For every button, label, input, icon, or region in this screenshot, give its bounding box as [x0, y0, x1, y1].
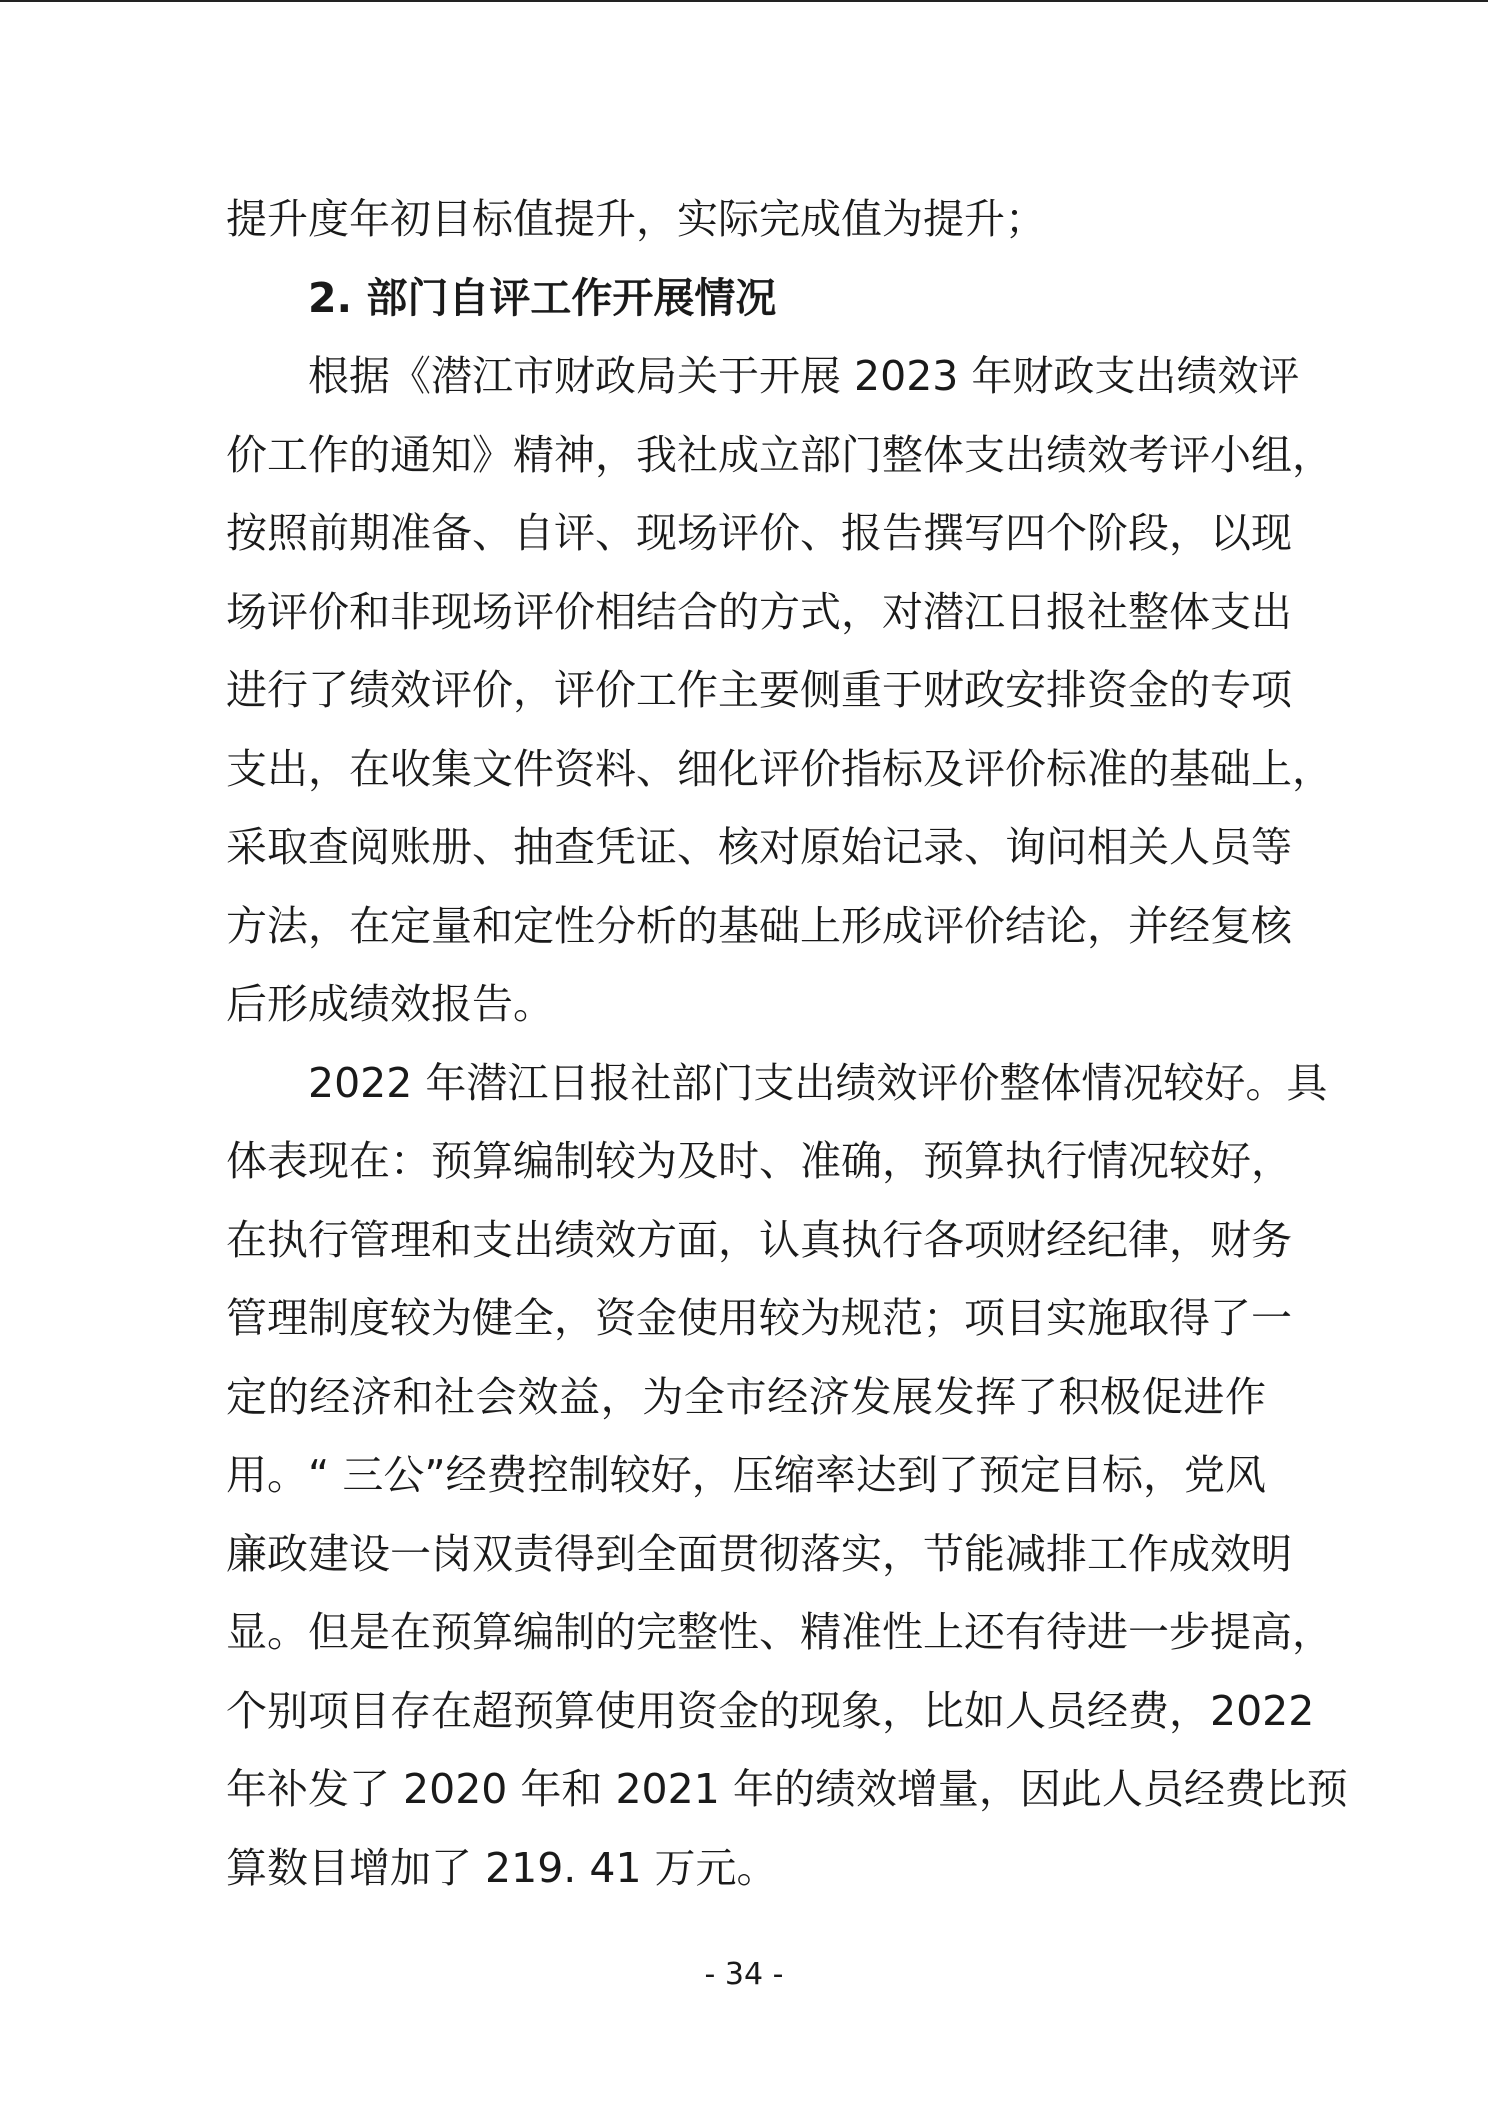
text-line: 按照前期准备、自评、现场评价、报告撰写四个阶段，以现 [226, 509, 1292, 557]
text-line: 体表现在：预算编制较为及时、准确，预算执行情况较好， [226, 1137, 1292, 1185]
text-line: 2022 年潜江日报社部门支出绩效评价整体情况较好。具 [308, 1058, 1328, 1107]
text-line: 显。但是在预算编制的完整性、精准性上还有待进一步提高， [226, 1608, 1333, 1656]
text-line: 支出，在收集文件资料、细化评价指标及评价标准的基础上， [226, 744, 1333, 793]
text-line: 用。“ 三公”经费控制较好，压缩率达到了预定目标，党风 [226, 1451, 1266, 1499]
text-line: 个别项目存在超预算使用资金的现象，比如人员经费，2022 [226, 1686, 1315, 1735]
body-text [226, 180, 1348, 1907]
text-line: 采取查阅账册、抽查凭证、核对原始记录、询问相关人员等 [226, 823, 1292, 871]
text-line: 算数目增加了 219. 41 万元。 [226, 1843, 778, 1892]
text-line: 在执行管理和支出绩效方面，认真执行各项财经纪律，财务 [226, 1215, 1292, 1264]
text-line: 管理制度较为健全，资金使用较为规范；项目实施取得了一 [226, 1294, 1292, 1342]
text-line: 年补发了 2020 年和 2021 年的绩效增量，因此人员经费比预 [226, 1765, 1348, 1813]
text-line: 价工作的通知》精神，我社成立部门整体支出绩效考评小组， [226, 430, 1333, 479]
text-line: 廉政建设一岗双责得到全面贯彻落实，节能减排工作成效明 [226, 1529, 1292, 1578]
text-line: 根据《潜江市财政局关于开展 2023 年财政支出绩效评 [308, 352, 1300, 400]
section-heading: 2. 部门自评工作开展情况 [308, 273, 777, 322]
text-line: 场评价和非现场评价相结合的方式，对潜江日报社整体支出 [226, 587, 1292, 636]
page-number: - 34 - [704, 1957, 784, 1992]
text-line: 进行了绩效评价，评价工作主要侧重于财政安排资金的专项 [226, 666, 1292, 714]
text-line: 方法，在定量和定性分析的基础上形成评价结论，并经复核 [226, 901, 1292, 950]
text-line: 定的经济和社会效益，为全市经济发展发挥了积极促进作 [226, 1372, 1266, 1421]
text-line: 后形成绩效报告。 [226, 980, 554, 1028]
text-line: 提升度年初目标值提升，实际完成值为提升； [226, 195, 1046, 243]
